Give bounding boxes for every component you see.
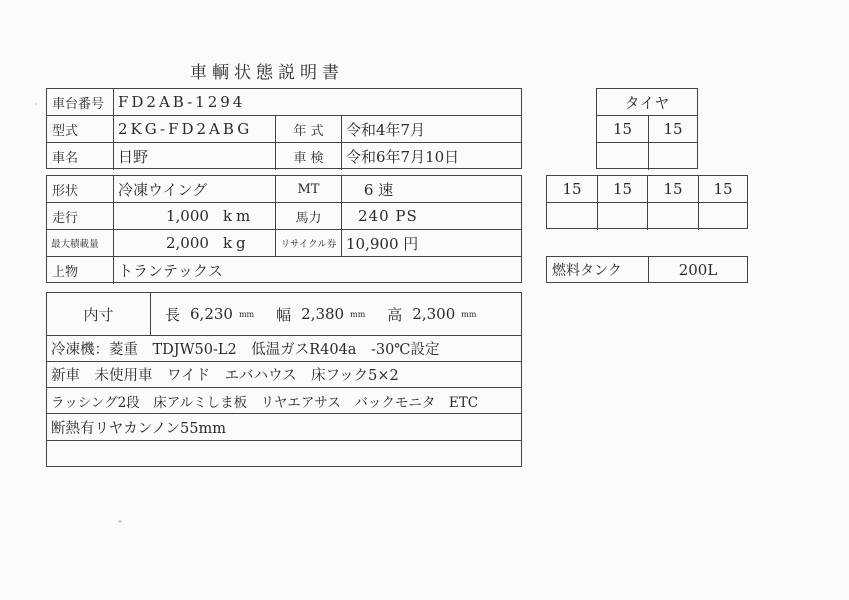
vehicle-row-registration <box>47 89 521 116</box>
notes-row <box>47 414 521 441</box>
shape-label: 形状 <box>52 183 79 199</box>
dimensions-row <box>47 293 521 336</box>
tire-size-cell <box>647 203 698 230</box>
maker-value: 日野 <box>113 143 275 170</box>
tire-size-cell: 15 <box>648 116 697 142</box>
length-unit: mm <box>238 309 255 319</box>
front-tire-table <box>596 88 698 169</box>
model-value: 2KG-FD2ABG <box>113 116 275 142</box>
length-value: 6,230 <box>190 305 233 323</box>
specs-row-body <box>47 257 521 284</box>
note-line: 断熱有リヤカンノン55mm <box>51 420 226 437</box>
shape-value: 冷凍ウイング <box>113 176 275 202</box>
rear-tire-row-2 <box>547 203 747 230</box>
chassis-number-value: FD2AB-1294 <box>113 89 521 115</box>
maker-label: 車名 <box>52 151 79 166</box>
inspection-label: 車 検 <box>275 143 341 170</box>
tire-size-cell <box>597 203 647 230</box>
notes-row <box>47 362 521 388</box>
specs-row-payload <box>47 230 521 257</box>
tire-size-cell <box>597 143 648 170</box>
tire-label: タイヤ <box>624 93 670 112</box>
front-tire-row <box>597 116 697 143</box>
scan-speck: ˅ <box>118 520 122 529</box>
vehicle-row-maker <box>47 143 521 170</box>
notes-row <box>47 388 521 414</box>
notes-row <box>47 441 521 468</box>
chassis-number-label: 車台番号 <box>52 96 105 112</box>
mileage-unit: km <box>222 207 255 225</box>
vehicle-info-table <box>46 88 522 169</box>
vehicle-row-model <box>47 116 521 143</box>
mileage-label: 走行 <box>52 210 79 226</box>
fuel-tank-table <box>546 256 748 283</box>
fuel-tank-label: 燃料タンク <box>552 262 622 279</box>
mileage-cell <box>113 203 275 229</box>
width-label: 幅 <box>276 305 292 324</box>
recycle-ticket-value: 10,900 円 <box>341 230 521 256</box>
fuel-tank-value: 200L <box>648 257 747 282</box>
payload-label: 最大積載量 <box>51 239 99 250</box>
tire-size-cell <box>698 203 747 230</box>
horsepower-label: 馬力 <box>275 203 341 229</box>
notes-row <box>47 336 521 362</box>
year-value: 令和4年7月 <box>341 116 521 142</box>
body-builder-value: トランテックス <box>113 257 521 284</box>
transmission-label: MT <box>275 176 341 202</box>
tire-size-cell <box>648 143 697 170</box>
tire-size-cell: 15 <box>597 176 647 202</box>
scan-speck: · <box>35 100 38 109</box>
height-label: 高 <box>387 305 403 324</box>
tire-header-row <box>597 89 697 116</box>
tire-size-cell: 15 <box>698 176 747 202</box>
tire-size-cell: 15 <box>562 180 582 198</box>
payload-cell <box>113 230 275 256</box>
height-unit: mm <box>461 309 477 319</box>
transmission-value: 6 速 <box>341 176 521 202</box>
height-value: 2,300 <box>412 305 456 323</box>
note-line: 冷凍機：菱重 TDJW50-L2 低温ガスR404a -30℃設定 <box>51 342 440 358</box>
tire-size-cell: 15 <box>647 176 698 202</box>
rear-tire-row <box>547 176 747 203</box>
document-title: 車輌状態説明書 <box>190 63 344 83</box>
dimensions-notes-table <box>46 292 522 467</box>
specs-table <box>46 175 522 283</box>
body-builder-label: 上物 <box>52 265 79 280</box>
mileage-value: 1,000 <box>166 207 209 225</box>
payload-unit: kg <box>222 234 250 252</box>
width-value: 2,380 <box>301 305 345 323</box>
recycle-ticket-label: リサイクル券 <box>275 230 341 256</box>
specs-row-mileage <box>47 203 521 230</box>
tire-size-cell <box>547 203 597 230</box>
specs-row-shape <box>47 176 521 203</box>
note-line: ラッシング2段 床アルミしま板 リヤエアサス バックモニタ ETC <box>51 394 479 411</box>
dimensions-values <box>150 293 521 335</box>
length-label: 長 <box>165 305 181 324</box>
payload-value: 2,000 <box>166 234 209 252</box>
horsepower-value: 240 PS <box>341 203 521 229</box>
note-line <box>47 441 521 468</box>
rear-tire-table <box>546 175 748 229</box>
width-unit: mm <box>350 309 366 319</box>
dimensions-label: 内寸 <box>83 305 114 324</box>
model-label: 型式 <box>52 123 79 139</box>
front-tire-row-2 <box>597 143 697 170</box>
year-label: 年 式 <box>275 116 341 142</box>
note-line: 新車 未使用車 ワイド エバハウス 床フック5×2 <box>51 368 399 384</box>
tire-size-cell: 15 <box>612 120 633 138</box>
inspection-value: 令和6年7月10日 <box>341 143 521 170</box>
